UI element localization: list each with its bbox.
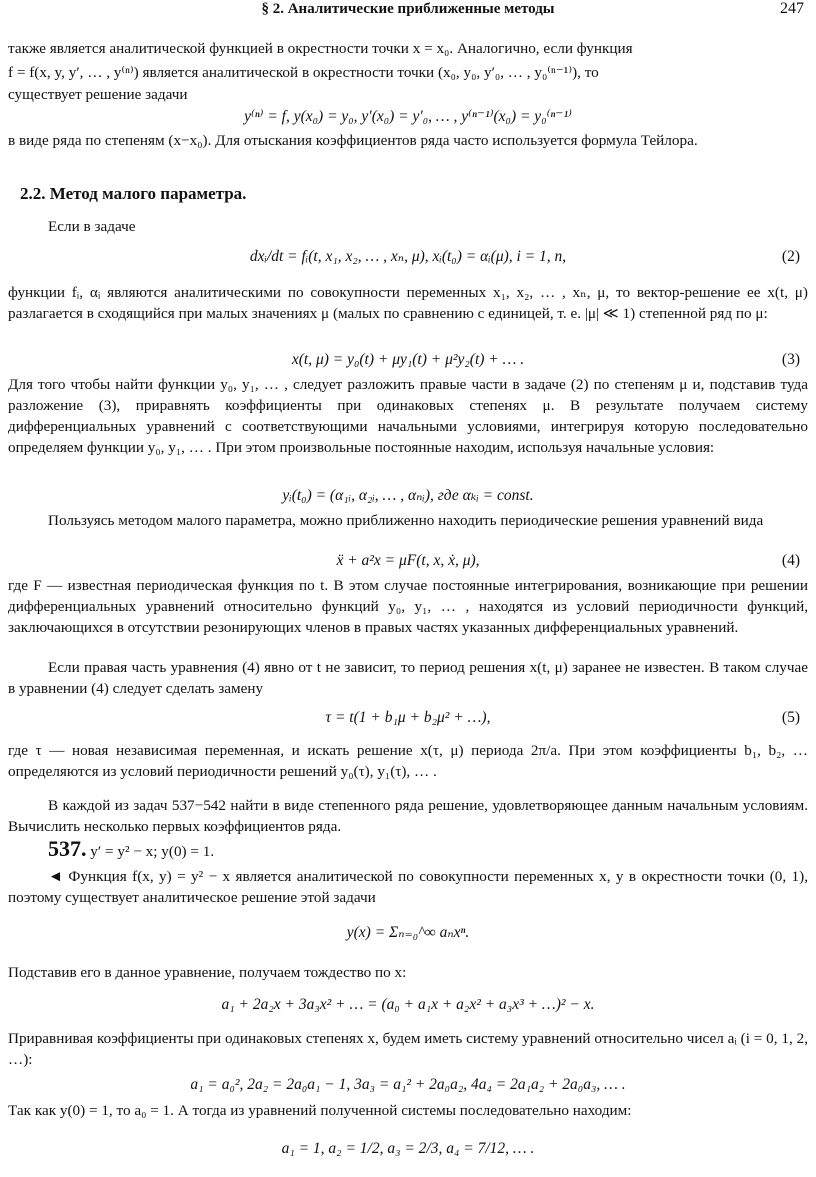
paragraph: Приравнивая коэффициенты при одинаковых степенях x, будем иметь систему уравнений относительно чисел aᵢ (i = 0, 1, 2, …): [8, 1030, 808, 1068]
equation-number: (2) [781, 248, 800, 265]
formula-4-body: ẍ + a²x = μF(t, x, ẋ, μ), [336, 552, 480, 569]
formula-identity: a₁ + 2a₂x + 3a₃x² + … = (a₀ + a₁x + a₂x² + a₃x³ + …)² − x. [221, 996, 595, 1013]
running-header [0, 0, 816, 22]
subsection-heading: 2.2. Метод малого параметра. [20, 184, 247, 203]
formula-coefficients: a₁ = 1, a₂ = 1/2, a₃ = 2/3, a₄ = 7/12, … . [281, 1140, 535, 1157]
paragraph: где τ — новая независимая переменная, и искать решение x(τ, μ) периода 2π/a. При этом коэффициенты b₁, b₂, … определяются из условий периодичности решений y₀(τ), y₁(τ), … . [8, 742, 808, 780]
equation-number: (5) [781, 709, 800, 726]
formula-2-body: dxᵢ/dt = fᵢ(t, x₁, x₂, … , xₙ, μ), xᵢ(t₀) = αᵢ(μ), i = 1, n, [249, 248, 567, 265]
paragraph: Для того чтобы найти функции y₀, y₁, … , следует разложить правые части в задаче (2) по степеням μ и, подставив туда разложение (3), приравнять коэффициенты при одинаковых степенях μ. В результате получаем систему дифференциальных уравнений с соответствующими начальными условиями, интегрируя которую последовательно определяем функции y₀, y₁, … . При этом произвольные постоянные находим, используя начальные условия: [8, 376, 808, 456]
equation-number: (4) [781, 552, 800, 569]
formula-series: y(x) = Σₙ₌₀^∞ aₙxⁿ. [346, 924, 470, 941]
formula-initial: yᵢ(t₀) = (α₁ᵢ, α₂ᵢ, … , αₙᵢ), где αₖᵢ = const. [282, 487, 534, 504]
page-number: 247 [780, 0, 804, 17]
problem-number: 537. [48, 836, 87, 861]
problem-statement: y′ = y² − x; y(0) = 1. [90, 843, 215, 860]
paragraph-line: Так как y(0) = 1, то a₀ = 1. А тогда из уравнений полученной системы последовательно находим: [8, 1102, 632, 1119]
paragraph-line: существует решение задачи [8, 86, 188, 103]
paragraph: Если правая часть уравнения (4) явно от t не зависит, то период решения x(t, μ) заранее не известен. В таком случае в уравнении (4) следует сделать замену [8, 659, 808, 697]
problem-537 [48, 838, 808, 862]
solution-paragraph: ◄ Функция f(x, y) = y² − x является аналитической по совокупности переменных x, y в окрестности точки (0, 1), поэтому существует аналитическое решение этой задачи [8, 868, 808, 906]
formula-2 [8, 246, 808, 268]
equation-number: (3) [781, 351, 800, 368]
formula-3-body: x(t, μ) = y₀(t) + μy₁(t) + μ²y₂(t) + … . [291, 351, 525, 368]
paragraph: в виде ряда по степеням (x−x₀). Для отыскания коэффициентов ряда часто используется формула Тейлора. [8, 132, 698, 149]
formula-5 [8, 707, 808, 729]
problem-instructions: В каждой из задач 537−542 найти в виде степенного ряда решение, удовлетворяющее данным начальным условиям. Вычислить несколько первых коэффициентов ряда. [8, 797, 808, 835]
paragraph-line: также является аналитической функцией в окрестности точки x = x₀. Аналогично, если функция [8, 40, 633, 57]
formula-5-body: τ = t(1 + b₁μ + b₂μ² + …), [325, 709, 491, 726]
paragraph-line: Подставив его в данное уравнение, получаем тождество по x: [8, 964, 407, 981]
section-title: § 2. Аналитические приближенные методы [261, 1, 555, 17]
paragraph-line: Если в задаче [48, 218, 136, 235]
paragraph: функции fᵢ, αᵢ являются аналитическими по совокупности переменных x₁, x₂, … , xₙ, μ, то вектор-решение ее x(t, μ) разлагается в сходящийся при малых значениях μ (малых по сравнению с единицей, т. е. |μ| ≪ 1) степенной ряд по μ: [8, 284, 808, 322]
formula-task: y⁽ⁿ⁾ = f, y(x₀) = y₀, y′(x₀) = y′₀, … , y⁽ⁿ⁻¹⁾(x₀) = y₀⁽ⁿ⁻¹⁾ [244, 108, 572, 125]
formula-4 [8, 550, 808, 572]
paragraph-line: f = f(x, y, y′, … , y⁽ⁿ⁾) является аналитической в окрестности точки (x₀, y₀, y′₀, … , y₀⁽ⁿ⁻¹⁾), то [8, 64, 599, 81]
formula-3 [8, 349, 808, 371]
formula-system: a₁ = a₀², 2a₂ = 2a₀a₁ − 1, 3a₃ = a₁² + 2a₀a₂, 4a₄ = 2a₁a₂ + 2a₀a₃, … . [190, 1076, 626, 1093]
paragraph: где F — известная периодическая функция по t. В этом случае постоянные интегрирования, возникающие при решении дифференциальных уравнений относительно функций y₀, y₁, … , находятся из условий периодичности функций, заключающихся в отсутствии резонирующих членов в правых частях указанных дифференциальных уравнений. [8, 577, 808, 636]
paragraph: Пользуясь методом малого параметра, можно приближенно находить периодические решения уравнений вида [48, 512, 764, 529]
